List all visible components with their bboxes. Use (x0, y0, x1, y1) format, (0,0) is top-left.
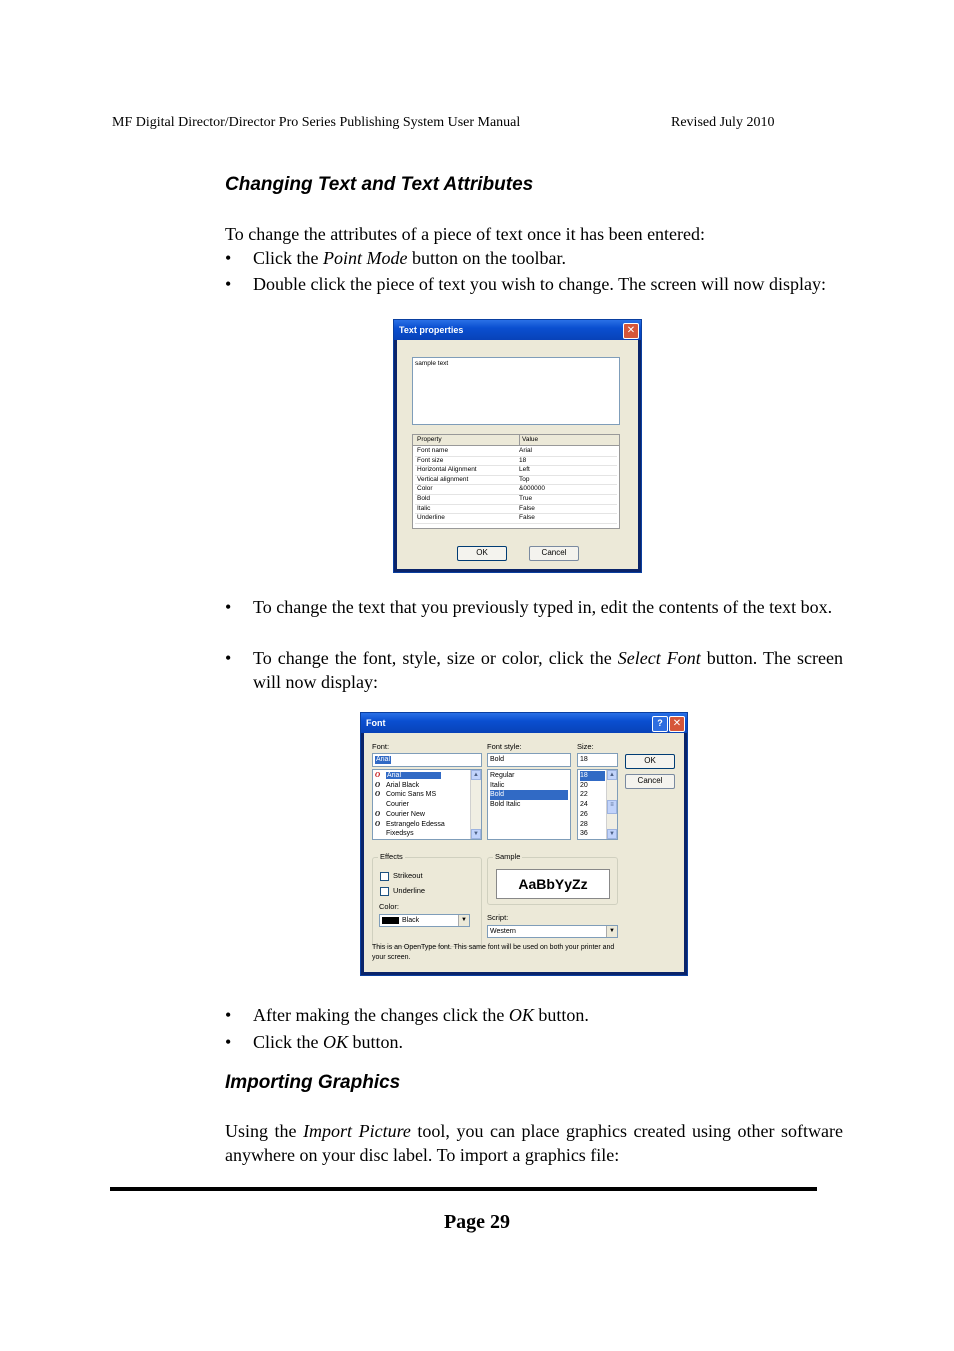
script-select-value: Western (490, 928, 516, 935)
size-list-scrollbar[interactable] (606, 770, 617, 839)
script-select[interactable] (487, 925, 618, 938)
font-list-item[interactable] (375, 810, 469, 820)
font-list-item[interactable] (375, 820, 469, 830)
font-list-scrollbar[interactable] (470, 770, 481, 839)
bullet-item-point-mode: • Click the Point Mode button on the toolbar. (225, 248, 566, 268)
underline-checkbox[interactable] (380, 887, 389, 896)
dialog-title: Text properties (399, 325, 464, 335)
emphasis-import-picture: Import Picture (303, 1121, 411, 1141)
property-grid-header (413, 435, 619, 446)
font-name: Arial (386, 772, 441, 779)
sample-preview: AaBbYyZz (496, 869, 610, 899)
strikeout-checkbox[interactable] (380, 872, 389, 881)
scroll-up-icon[interactable]: ▲ (471, 770, 481, 780)
property-name: Vertical alignment (417, 475, 469, 483)
font-name: Arial Black (386, 781, 420, 789)
size-input-value: 18 (580, 756, 588, 763)
footer-rule (110, 1187, 817, 1191)
font-name: Fixedsys (386, 830, 414, 838)
size-input[interactable] (577, 753, 618, 767)
scroll-thumb[interactable]: ≡ (607, 800, 617, 814)
font-list-item[interactable] (375, 829, 469, 839)
bullet-mark: • (225, 648, 232, 668)
script-label: Script: (487, 913, 509, 922)
font-name: Comic Sans MS (386, 791, 437, 799)
chevron-down-icon[interactable]: ▼ (458, 915, 469, 926)
ok-button[interactable]: OK (457, 546, 507, 561)
dialog-title: Font (366, 718, 386, 728)
property-name: Font name (417, 447, 449, 454)
underline-label: Underline (393, 886, 426, 895)
size-list-item[interactable]: 22 (580, 791, 588, 799)
import-paragraph: Using the Import Picture tool, you can place graphics created using other software anywhere on your disc label. To import a graphics file: (225, 1121, 844, 1165)
emphasis-ok: OK (323, 1032, 349, 1052)
running-header-date: Revised July 2010 (671, 115, 775, 130)
section-heading-importing-graphics: Importing Graphics (225, 1072, 401, 1093)
property-value: False (519, 504, 535, 512)
bullet-mark: • (225, 1032, 232, 1052)
running-header-title: MF Digital Director/Director Pro Series Publishing System User Manual (112, 115, 521, 130)
property-value: False (519, 514, 535, 522)
font-style-input-value: Bold (490, 756, 505, 763)
font-style-list-item[interactable]: Italic (490, 781, 505, 789)
sample-group (487, 852, 618, 905)
cancel-button[interactable]: Cancel (529, 546, 579, 561)
font-dialog (360, 712, 688, 976)
chevron-down-icon[interactable]: ▼ (606, 926, 617, 937)
font-style-input[interactable] (487, 753, 571, 767)
dialog-title-bar (394, 320, 641, 340)
size-label: Size: (577, 742, 594, 751)
bullet-mark: • (225, 1005, 232, 1025)
font-list[interactable] (372, 769, 482, 840)
opentype-note: This is an OpenType font. This same font will be used on both your printer and your screen. (372, 944, 615, 961)
scroll-up-icon[interactable]: ▲ (607, 770, 617, 780)
column-header-property: Property (417, 436, 442, 443)
section-heading-text-attributes: Changing Text and Text Attributes (225, 174, 534, 195)
font-style-list-item[interactable]: Bold (490, 790, 568, 800)
opentype-icon: O (375, 771, 381, 779)
sample-label: Sample (495, 852, 521, 861)
size-list[interactable] (577, 769, 618, 840)
size-list-item[interactable]: 36 (580, 830, 588, 838)
cancel-button[interactable]: Cancel (625, 774, 675, 789)
property-name: Bold (417, 495, 431, 502)
close-icon[interactable]: ✕ (669, 716, 685, 732)
intro-paragraph: To change the attributes of a piece of text once it has been entered: (225, 224, 706, 244)
opentype-icon: O (375, 790, 381, 799)
scroll-down-icon[interactable]: ▼ (607, 829, 617, 839)
size-list-item[interactable]: 20 (580, 781, 588, 789)
effects-label: Effects (380, 852, 403, 861)
size-list-item[interactable]: 18 (580, 771, 605, 781)
property-value: 18 (519, 456, 527, 464)
property-value: &000000 (519, 485, 546, 493)
column-header-value: Value (519, 435, 538, 445)
scroll-down-icon[interactable]: ▼ (471, 829, 481, 839)
text-properties-dialog (393, 319, 642, 573)
close-icon[interactable]: ✕ (623, 323, 639, 339)
property-grid[interactable] (412, 434, 620, 529)
property-name: Italic (417, 504, 431, 512)
font-style-list[interactable] (487, 769, 571, 840)
opentype-icon: O (375, 809, 381, 818)
color-select[interactable] (379, 914, 470, 927)
page-number: Page 29 (443, 1211, 511, 1233)
font-input-value: Arial (376, 756, 391, 763)
font-style-list-item[interactable]: Regular (490, 772, 515, 779)
property-name: Horizontal Alignment (417, 466, 477, 474)
font-list-item[interactable] (375, 781, 469, 791)
bullet-item-edit-text: • To change the text that you previously typed in, edit the contents of the text box. (225, 597, 833, 617)
bullet-mark: • (225, 274, 232, 294)
font-name: Courier New (386, 810, 425, 818)
property-value: Left (519, 466, 530, 474)
text-content-box[interactable] (412, 357, 620, 425)
font-list-item[interactable] (375, 790, 469, 800)
dialog-title-bar (361, 713, 687, 733)
property-value: Arial (519, 447, 533, 454)
font-name: Courier (386, 801, 409, 809)
size-list-item[interactable]: 28 (580, 820, 588, 828)
strikeout-label: Strikeout (393, 871, 423, 880)
property-name: Underline (417, 514, 445, 522)
bullet-item-double-click: • Double click the piece of text you wish to change. The screen will now display: (225, 274, 827, 294)
font-list-item[interactable] (375, 800, 469, 810)
property-name: Font size (417, 456, 444, 464)
color-select-value: Black (402, 917, 420, 924)
ok-button[interactable]: OK (625, 754, 675, 769)
size-list-item[interactable]: 24 (580, 801, 588, 809)
font-style-list-item[interactable]: Bold Italic (490, 801, 521, 809)
color-label: Color: (379, 902, 400, 911)
property-value: Top (519, 475, 530, 483)
bullet-mark: • (225, 597, 232, 617)
emphasis-select-font: Select Font (617, 648, 701, 668)
bullet-item-select-font: • To change the font, style, size or color, click the Select Font button. The screen will now display: (225, 648, 843, 692)
size-list-item[interactable]: 26 (580, 810, 588, 818)
effects-group (372, 852, 482, 947)
emphasis-point-mode: Point Mode (323, 248, 408, 268)
property-row[interactable] (415, 513, 617, 524)
help-icon[interactable]: ? (652, 716, 668, 732)
property-value: True (519, 495, 533, 502)
bullet-item-after-changes: • After making the changes click the OK button. (225, 1005, 589, 1025)
font-input[interactable] (372, 753, 482, 767)
bullet-mark: • (225, 248, 232, 268)
bullet-item-click-ok: • Click the OK button. (225, 1032, 404, 1052)
opentype-icon: O (375, 819, 381, 828)
font-name: Estrangelo Edessa (386, 820, 445, 828)
font-label: Font: (372, 742, 390, 751)
font-list-item[interactable] (375, 771, 469, 781)
font-style-label: Font style: (487, 742, 522, 751)
emphasis-ok: OK (508, 1005, 534, 1025)
property-name: Color (417, 485, 433, 493)
text-content-value: sample text (415, 360, 449, 367)
opentype-icon: O (375, 780, 381, 789)
color-swatch (382, 917, 399, 924)
